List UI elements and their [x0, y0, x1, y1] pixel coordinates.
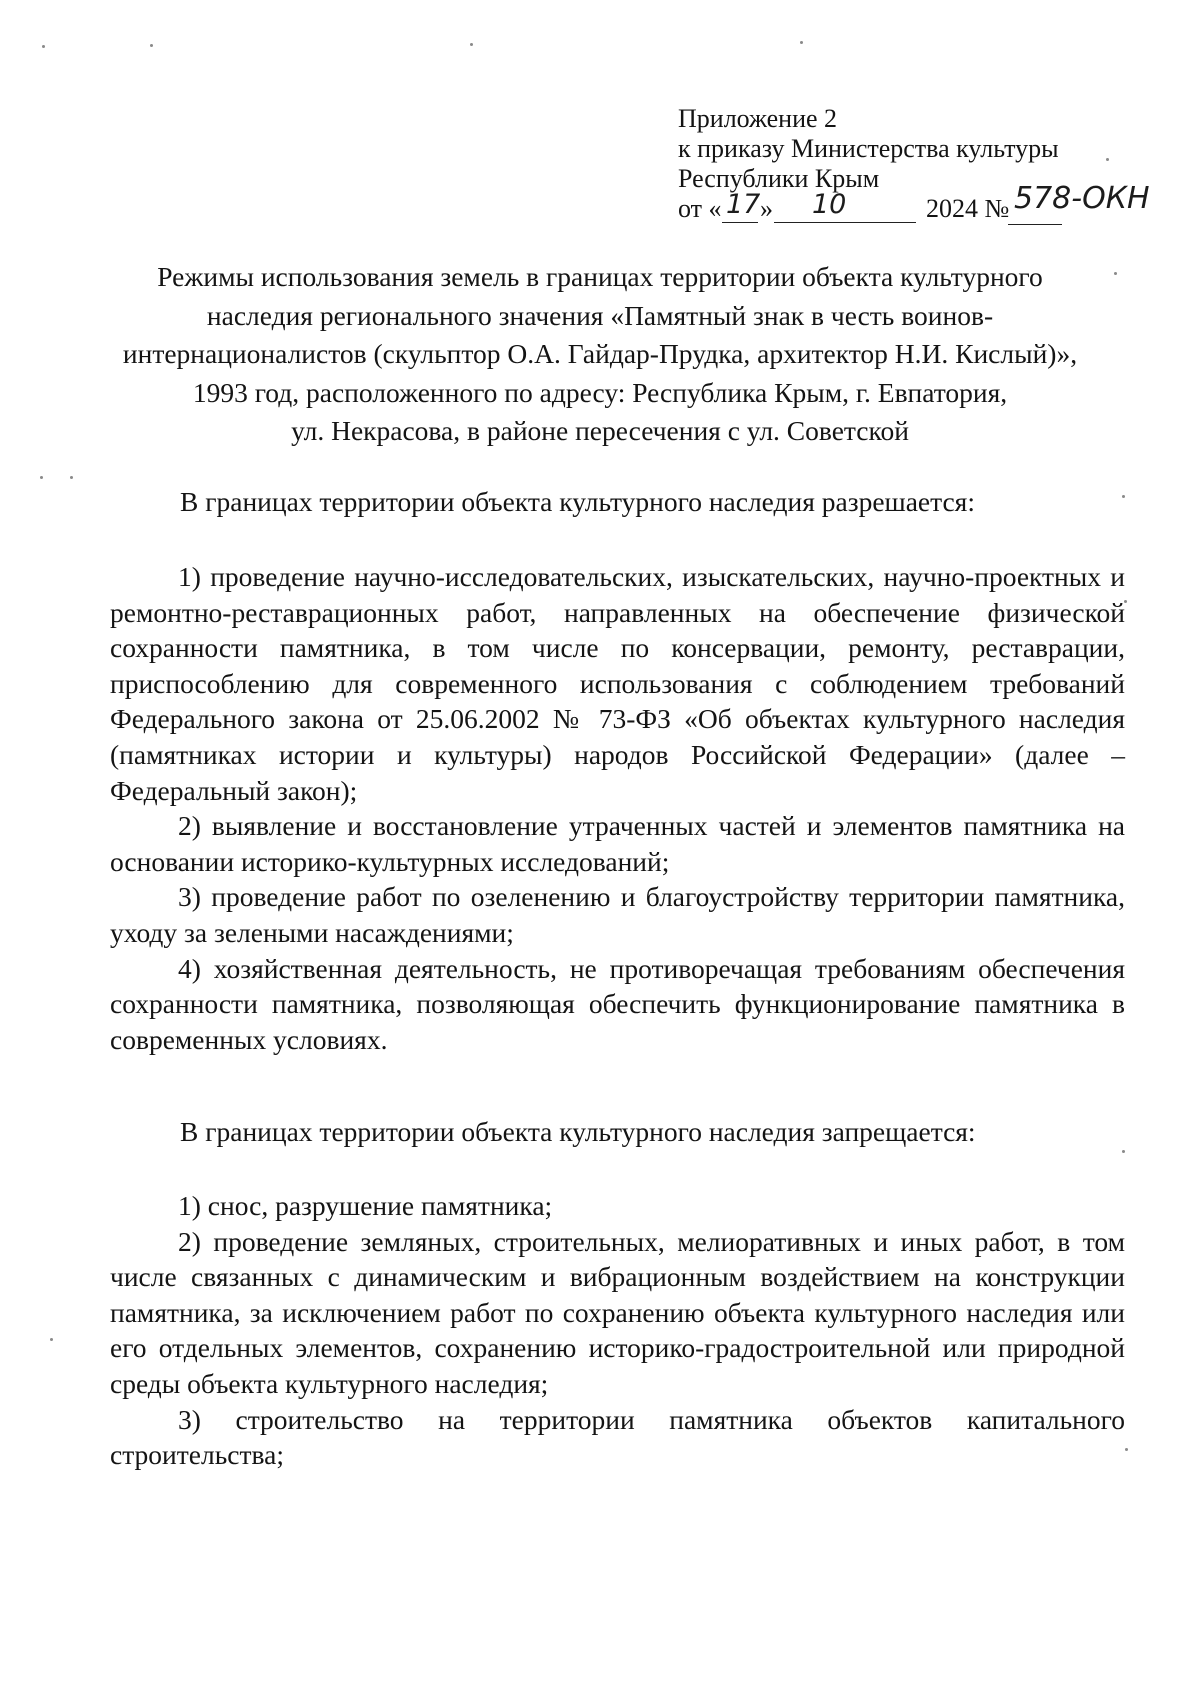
scan-speck — [70, 476, 73, 479]
prohibited-item: 1) снос, разрушение памятника; — [178, 1190, 553, 1221]
scan-speck — [1122, 1150, 1125, 1153]
prohibited-item: 2) проведение земляных, строительных, мелиоративных и иных работ, в том числе связанных с динамическим и вибрационным воздействием на конструкции памятника, за исключением работ по сохранению объекта культурного наследия или его отдельных элементов, сохранению историко-градостроительной или природной среды объекта культурного наследия; — [110, 1225, 1125, 1399]
date-mid: » — [760, 194, 773, 223]
allowed-item: 2) выявление и восстановление утраченных частей и элементов памятника на основании историко-культурных исследований; — [110, 810, 1125, 877]
scan-speck — [42, 45, 45, 48]
scan-speck — [470, 43, 473, 46]
number-underline — [1008, 224, 1062, 225]
title-line: ул. Некрасова, в районе пересечения с ул. Советской — [291, 415, 909, 446]
prohibited-heading: В границах территории объекта культурного наследия запрещается: — [180, 1116, 976, 1147]
title-line: интернационалистов (скульптор О.А. Гайдар-Прудка, архитектор Н.И. Кислый)», — [122, 338, 1078, 369]
title-line: Режимы использования земель в границах территории объекта культурного — [157, 261, 1043, 292]
document-title — [100, 258, 1100, 451]
order-reference: к приказу Министерства культуры — [678, 134, 1059, 163]
date-year-number: 2024 № — [926, 194, 1010, 223]
scan-speck — [150, 44, 153, 47]
order-number: 578-ОКН — [1014, 181, 1150, 216]
scan-speck — [1114, 272, 1117, 275]
month-underline — [774, 222, 916, 223]
prohibited-list — [110, 1188, 1125, 1473]
date-month: 10 — [812, 189, 847, 220]
allowed-item: 1) проведение научно-исследовательских, изыскательских, научно-проектных и ремонтно-реставрационных работ, направленных на обеспечение физической сохранности памятника, в том числе по консервации, ремонту, реставрации, приспособлению для современного использования с соблюдением требований Федерального закона от 25.06.2002 № 73-ФЗ «Об объектах культурного наследия (памятниках истории и культуры) народов Российской Федерации» (далее – Федеральный закон); — [110, 561, 1125, 806]
scan-speck — [1122, 495, 1125, 498]
title-line: наследия регионального значения «Памятный знак в честь воинов- — [206, 299, 994, 331]
order-date-line — [678, 181, 1150, 228]
scan-speck — [50, 1338, 53, 1341]
allowed-heading: В границах территории объекта культурного наследия разрешается: — [180, 486, 975, 517]
title-line: 1993 год, расположенного по адресу: Республика Крым, г. Евпатория, — [192, 376, 1008, 408]
scan-speck — [40, 476, 43, 479]
scan-speck — [800, 41, 803, 44]
appendix-label: Приложение 2 — [678, 104, 838, 133]
allowed-list — [110, 559, 1125, 1057]
appendix-header — [678, 104, 1150, 228]
scan-speck — [1106, 158, 1109, 161]
scan-speck — [1125, 1448, 1128, 1451]
day-underline — [722, 222, 758, 223]
ministry-region: Республики Крым — [678, 164, 880, 193]
date-day: 17 — [726, 189, 761, 220]
allowed-item: 4) хозяйственная деятельность, не противоречащая требованиям обеспечения сохранности памятника, позволяющая обеспечить функционирование памятника в современных условиях. — [110, 952, 1125, 1055]
prohibited-item: 3) строительство на территории памятника объектов капитального строительства; — [110, 1403, 1125, 1471]
date-prefix: от « — [678, 194, 722, 223]
allowed-item: 3) проведение работ по озеленению и благоустройству территории памятника, уходу за зелеными насаждениями; — [110, 881, 1125, 948]
